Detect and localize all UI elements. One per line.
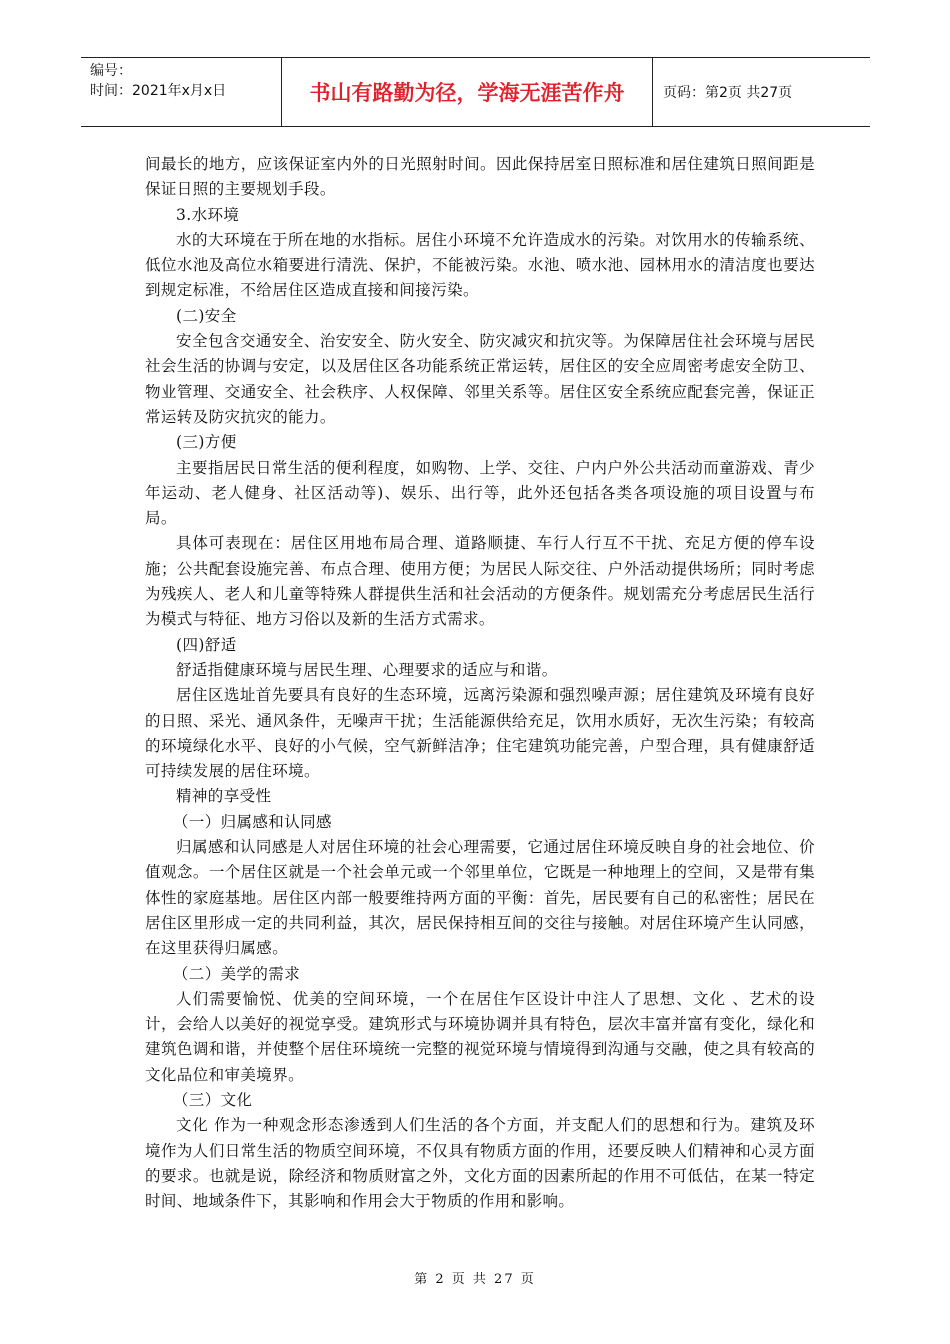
section-heading: (四)舒适 (176, 635, 237, 654)
header-meta (81, 58, 282, 126)
paragraph: 居住区选址首先要具有良好的生态环境，远离污染源和强烈噪声源；居住建筑及环境有良好的日照、采光、通风条件，无噪声干扰；生活能源供给充足，饮用水质好，无次生污染；有较高的环境绿化水平、良好的小气候，空气新鲜洁净；住宅建筑功能完善，户型合理，具有健康舒适可持续发展的居住环境。 (145, 686, 815, 781)
subsection-heading: （一）归属感和认同感 (172, 812, 332, 831)
paragraph: 主要指居民日常生活的便利程度，如购物、上学、交往、户内户外公共活动而童游戏、青少年运动、老人健身、社区活动等)、娱乐、出行等，此外还包括各类各项设施的项目设置与布局。 (145, 458, 815, 528)
paragraph: 间最长的地方，应该保证室内外的日光照射时间。因此保持居室日照标准和居住建筑日照间距是保证日照的主要规划手段。 (145, 155, 815, 199)
section-heading: (三)方便 (176, 433, 237, 452)
paragraph: 安全包含交通安全、治安安全、防火安全、防灾减灾和抗灾等。为保障居住社会环境与居民社会生活的协调与安定，以及居住区各功能系统正常运转，居住区的安全应周密考虑安全防卫、物业管理、交通安全、社会秩序、人权保障、邻里关系等。居住区安全系统应配套完善，保证正常运转及防灾抗灾的能力。 (145, 332, 815, 426)
document-date: 时间：2021年x月x日 (90, 83, 227, 99)
header-page-info: 页码：第2页 共27页 (663, 85, 793, 101)
section-heading: (二)安全 (176, 306, 237, 325)
paragraph: 人们需要愉悦、优美的空间环境，一个在居住乍区设计中注人了思想、文化 、艺术的设计，会给人以美好的视觉享受。建筑形式与环境协调并具有特色，层次丰富并富有变化，绿化和建筑色调和谐，并使整个居住环境统一完整的视觉环境与情境得到沟通与交融，使之具有较高的文化品位和审美境界。 (145, 989, 815, 1084)
paragraph: 归属感和认同感是人对居住环境的社会心理需要，它通过居住环境反映自身的社会地位、价值观念。一个居住区就是一个社会单元或一个邻里单位，它既是一种地理上的空间，又是带有集体性的家庭基地。居住区内部一般要维持两方面的平衡：首先，居民要有自己的私密性；居民在居住区里形成一定的共同利益，其次，居民保持相互间的交往与接触。对居住环境产生认同感，在这里获得归属感。 (145, 838, 815, 958)
subsection-heading: （二）美学的需求 (172, 964, 301, 983)
header-motto: 书山有路勤为径，学海无涯苦作舟 (282, 58, 653, 126)
paragraph: 水的大环境在于所在地的水指标。居住小环境不允许造成水的污染。对饮用水的传输系统、低位水池及高位水箱要进行清洗、保护，不能被污染。水池、喷水池、园林用水的清洁度也要达到规定标准，不给居住区造成直接和间接污染。 (145, 230, 815, 300)
paragraph: 舒适指健康环境与居民生理、心理要求的适应与和谐。 (176, 660, 558, 679)
section-heading: 精神的享受性 (176, 787, 272, 806)
paragraph: 具体可表现在：居住区用地布局合理、道路顺捷、车行人行互不干扰、充足方便的停车设施；公共配套设施完善、布点合理、使用方便；为居民人际交往、户外活动提供场所；同时考虑为残疾人、老人和儿童等特殊人群提供生活和社会活动的方便条件。规划需充分考虑居民生活行为模式与特征、地方习俗以及新的生活方式需求。 (145, 534, 815, 629)
section-heading: 3.水环境 (176, 205, 240, 224)
document-number-label: 编号： (90, 63, 132, 79)
subsection-heading: （三）文化 (172, 1090, 253, 1109)
document-body (145, 152, 815, 1214)
page-header (81, 57, 870, 127)
paragraph: 文化 作为一种观念形态渗透到人们生活的各个方面，并支配人们的思想和行为。建筑及环境作为人们日常生活的物质空间环境，不仅具有物质方面的作用，还要反映人们精神和心灵方面的要求。也就是说，除经济和物质财富之外，文化方面的因素所起的作用不可低估，在某一特定时间、地域条件下，其影响和作用会大于物质的作用和影响。 (145, 1116, 815, 1211)
page-footer: 第 2 页 共 27 页 (414, 1272, 536, 1287)
